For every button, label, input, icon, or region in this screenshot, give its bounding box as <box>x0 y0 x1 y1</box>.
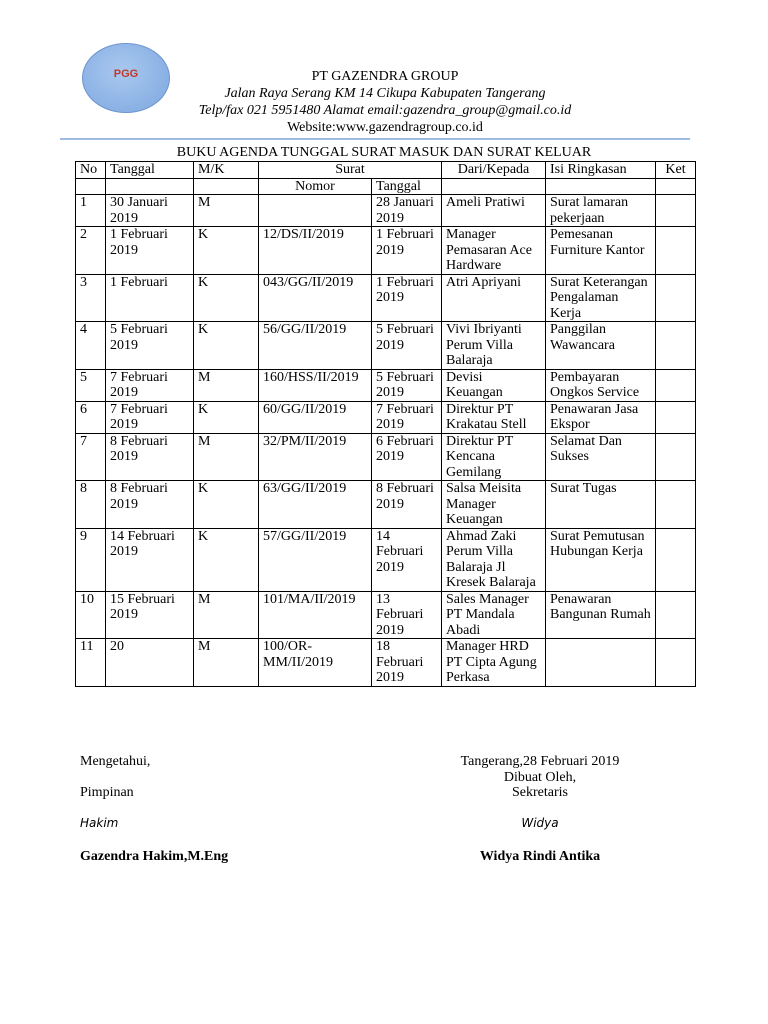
table-row <box>76 322 696 370</box>
cell-nomor: 56/GG/II/2019 <box>259 322 372 370</box>
cell-dari: Ameli Pratiwi <box>442 195 546 227</box>
cell-nomor: 101/MA/II/2019 <box>259 591 372 639</box>
cell-surat-tanggal: 1 Februari 2019 <box>372 274 442 322</box>
cell-isi: Selamat Dan Sukses <box>546 433 656 481</box>
col-surat-tanggal: Tanggal <box>372 178 442 195</box>
cell-no: 11 <box>76 639 106 687</box>
cell-surat-tanggal: 18 Februari 2019 <box>372 639 442 687</box>
company-name: PT GAZENDRA GROUP <box>311 69 459 84</box>
table-row <box>76 528 696 591</box>
cell-mk: M <box>194 195 259 227</box>
cell-tanggal: 15 Februari 2019 <box>106 591 194 639</box>
table-row <box>76 195 696 227</box>
cell-nomor: 12/DS/II/2019 <box>259 227 372 275</box>
cell-surat-tanggal: 14 Februari 2019 <box>372 528 442 591</box>
cell-ket <box>656 195 696 227</box>
cell-surat-tanggal: 13 Februari 2019 <box>372 591 442 639</box>
cell-mk: M <box>194 433 259 481</box>
cell-isi: Penawaran Bangunan Rumah <box>546 591 656 639</box>
cell-no: 4 <box>76 322 106 370</box>
cell-surat-tanggal: 5 Februari 2019 <box>372 322 442 370</box>
cell-dari: Vivi Ibriyanti Perum Villa Balaraja <box>442 322 546 370</box>
cell-mk: M <box>194 369 259 401</box>
cell-tanggal: 8 Februari 2019 <box>106 433 194 481</box>
cell-isi: Surat Pemutusan Hubungan Kerja <box>546 528 656 591</box>
cell-isi: Surat Keterangan Pengalaman Kerja <box>546 274 656 322</box>
cell-mk: M <box>194 591 259 639</box>
col-tanggal: Tanggal <box>106 162 194 179</box>
table-header-row <box>76 162 696 179</box>
cell-surat-tanggal: 5 Februari 2019 <box>372 369 442 401</box>
cell-nomor: 57/GG/II/2019 <box>259 528 372 591</box>
col-mk: M/K <box>194 162 259 179</box>
cell-tanggal: 1 Februari <box>106 274 194 322</box>
table-row <box>76 639 696 687</box>
cell-ket <box>656 528 696 591</box>
cell-tanggal: 20 <box>106 639 194 687</box>
cell-mk: K <box>194 274 259 322</box>
cell-nomor: 043/GG/II/2019 <box>259 274 372 322</box>
cell-tanggal: 7 Februari 2019 <box>106 369 194 401</box>
cell-surat-tanggal: 1 Februari 2019 <box>372 227 442 275</box>
cell-surat-tanggal: 7 Februari 2019 <box>372 401 442 433</box>
footer-right-role: Sekretaris <box>512 785 568 800</box>
table-row <box>76 369 696 401</box>
cell-dari: Atri Apriyani <box>442 274 546 322</box>
cell-surat-tanggal: 8 Februari 2019 <box>372 481 442 529</box>
table-row <box>76 481 696 529</box>
cell-dari: Direktur PT Krakatau Stell <box>442 401 546 433</box>
cell-tanggal: 7 Februari 2019 <box>106 401 194 433</box>
cell-no: 8 <box>76 481 106 529</box>
cell-mk: K <box>194 481 259 529</box>
cell-no: 6 <box>76 401 106 433</box>
left-signer-name: Gazendra Hakim,M.Eng <box>80 849 229 864</box>
cell-mk: K <box>194 227 259 275</box>
col-surat: Surat <box>259 162 442 179</box>
cell-dari: Manager Pemasaran Ace Hardware <box>442 227 546 275</box>
table-row <box>76 401 696 433</box>
right-signer-name: Widya Rindi Antika <box>479 849 601 864</box>
cell-dari: Direktur PT Kencana Gemilang <box>442 433 546 481</box>
agenda-table <box>75 161 696 687</box>
cell-dari: Ahmad Zaki Perum Villa Balaraja Jl Kresek Balaraja <box>442 528 546 591</box>
cell-surat-tanggal: 6 Februari 2019 <box>372 433 442 481</box>
cell-tanggal: 8 Februari 2019 <box>106 481 194 529</box>
cell-nomor <box>259 195 372 227</box>
footer-left-label: Mengetahui, <box>80 754 151 769</box>
cell-mk: M <box>194 639 259 687</box>
col-isi: Isi Ringkasan <box>546 162 656 179</box>
cell-no: 2 <box>76 227 106 275</box>
cell-ket <box>656 433 696 481</box>
cell-no: 7 <box>76 433 106 481</box>
col-ket: Ket <box>656 162 696 179</box>
footer-right-label: Dibuat Oleh, <box>503 770 577 785</box>
company-address: Jalan Raya Serang KM 14 Cikupa Kabupaten Tangerang <box>224 86 546 101</box>
cell-ket <box>656 639 696 687</box>
cell-nomor: 100/OR-MM/II/2019 <box>259 639 372 687</box>
cell-ket <box>656 322 696 370</box>
cell-no: 5 <box>76 369 106 401</box>
col-dari: Dari/Kepada <box>442 162 546 179</box>
cell-mk: K <box>194 401 259 433</box>
cell-dari: Sales Manager PT Mandala Abadi <box>442 591 546 639</box>
cell-no: 1 <box>76 195 106 227</box>
cell-nomor: 32/PM/II/2019 <box>259 433 372 481</box>
company-website: Website:www.gazendragroup.co.id <box>287 120 483 135</box>
letterhead <box>150 68 620 136</box>
table-title: BUKU AGENDA TUNGGAL SURAT MASUK DAN SURAT KELUAR <box>176 145 592 160</box>
cell-mk: K <box>194 528 259 591</box>
right-signature: Widya <box>521 816 559 830</box>
cell-nomor: 63/GG/II/2019 <box>259 481 372 529</box>
table-row <box>76 274 696 322</box>
table-subheader-row <box>76 178 696 195</box>
cell-ket <box>656 591 696 639</box>
left-signature: Hakim <box>80 816 119 830</box>
cell-ket <box>656 274 696 322</box>
cell-ket <box>656 481 696 529</box>
cell-no: 9 <box>76 528 106 591</box>
cell-isi: Surat Tugas <box>546 481 656 529</box>
footer-left-role: Pimpinan <box>80 785 134 800</box>
cell-isi: Surat lamaran pekerjaan <box>546 195 656 227</box>
cell-isi: Panggilan Wawancara <box>546 322 656 370</box>
cell-nomor: 160/HSS/II/2019 <box>259 369 372 401</box>
header-divider <box>60 138 690 140</box>
cell-dari: Manager HRD PT Cipta Agung Perkasa <box>442 639 546 687</box>
cell-isi: Penawaran Jasa Ekspor <box>546 401 656 433</box>
cell-tanggal: 5 Februari 2019 <box>106 322 194 370</box>
cell-tanggal: 14 Februari 2019 <box>106 528 194 591</box>
cell-dari: Devisi Keuangan <box>442 369 546 401</box>
logo-text: PGG <box>113 68 139 80</box>
cell-tanggal: 1 Februari 2019 <box>106 227 194 275</box>
cell-isi: Pembayaran Ongkos Service <box>546 369 656 401</box>
cell-ket <box>656 401 696 433</box>
cell-no: 10 <box>76 591 106 639</box>
cell-dari: Salsa Meisita Manager Keuangan <box>442 481 546 529</box>
col-nomor: Nomor <box>259 178 372 195</box>
cell-tanggal: 30 Januari 2019 <box>106 195 194 227</box>
cell-nomor: 60/GG/II/2019 <box>259 401 372 433</box>
cell-isi <box>546 639 656 687</box>
company-contact: Telp/fax 021 5951480 Alamat email:gazendra_group@gmail.co.id <box>198 103 572 118</box>
table-row <box>76 591 696 639</box>
table-row <box>76 433 696 481</box>
col-no: No <box>76 162 106 179</box>
cell-isi: Pemesanan Furniture Kantor <box>546 227 656 275</box>
table-row <box>76 227 696 275</box>
cell-ket <box>656 227 696 275</box>
cell-surat-tanggal: 28 Januari 2019 <box>372 195 442 227</box>
cell-mk: K <box>194 322 259 370</box>
footer-right-place-date: Tangerang,28 Februari 2019 <box>460 754 620 769</box>
cell-no: 3 <box>76 274 106 322</box>
cell-ket <box>656 369 696 401</box>
